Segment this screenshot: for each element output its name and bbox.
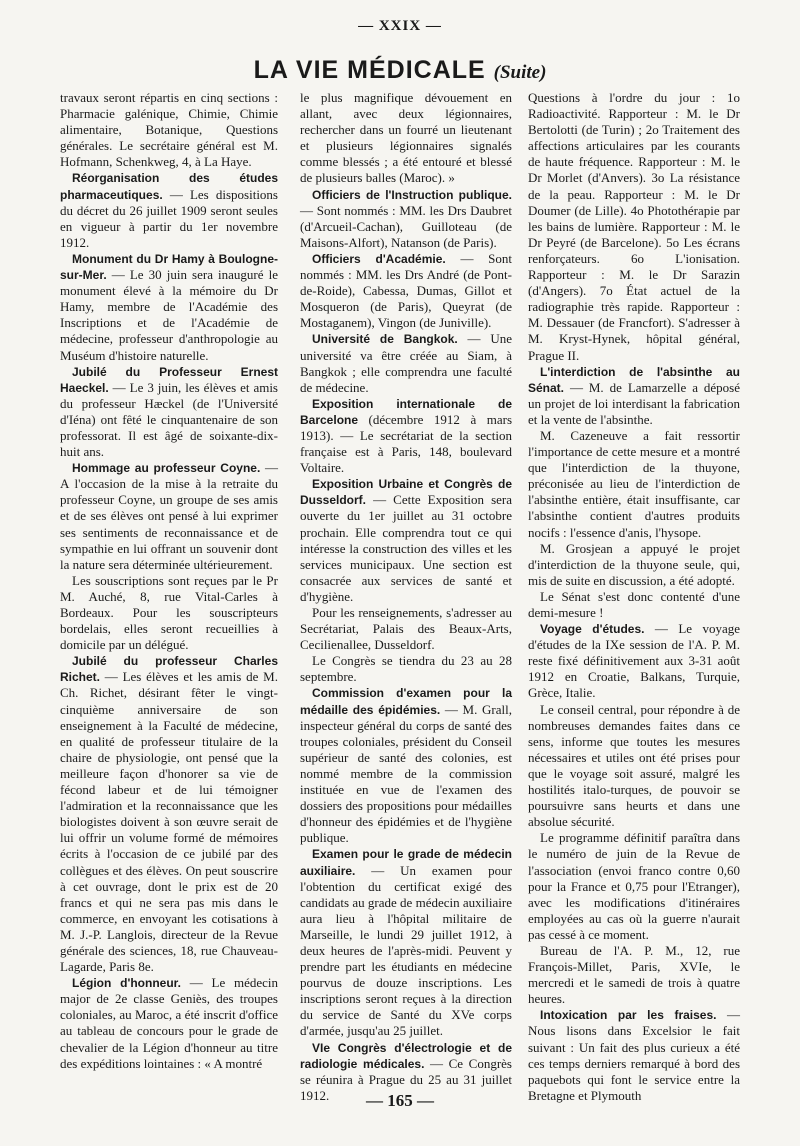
article-paragraph [528, 428, 740, 541]
article-text: — Sont nommés : MM. les Drs André (de Pont-de-Roide), Cabessa, Dumas, Gillot et Mosqueron (de Paris), Queyrat (de Mostaganem), Vingon (de Juniville). [300, 250, 513, 331]
article-paragraph [60, 251, 278, 364]
article-text: — M. de Lamarzelle a déposé un projet de loi interdisant la fabrication et la vente de l'absinthe. [528, 379, 740, 427]
article-text: Le Sénat s'est donc contenté d'une demi-mesure ! [528, 588, 740, 620]
title-suite: (Suite) [493, 62, 547, 83]
article-paragraph [528, 364, 740, 428]
article-paragraph [60, 573, 278, 653]
article-text: — A l'occasion de la mise à la retraite du professeur Coyne, un groupe de ses amis et de ses élèves ont pensé à lui exprimer ses sentiments de reconnaissance et de sympathie en lui offrant un souvenir dont la nature sera déterminée ultérieurement. [60, 460, 278, 572]
article-heading: Jubilé du Professeur Ernest Haeckel. [60, 364, 278, 395]
article-paragraph [300, 331, 512, 395]
article-text: travaux seront répartis en cinq sections : Pharmacie galénique, Chimie, Chimie alimentaire, Botanique, Questions générales. Le secrétaire général est M. Hofmann, Schenkweg, 4, à La Haye. [60, 90, 278, 170]
article-text: le plus magnifique dévouement en allant, avec deux légionnaires, rechercher dans un fourré un lieutenant et plusieurs légionnaires signalés comme blessés ; a été entouré et blessé de plusieurs balles (Maroc). » [300, 90, 512, 186]
article-heading: Monument du Dr Hamy à Boulogne-sur-Mer. [60, 251, 278, 283]
article-text: — Les dispositions du décret du 26 juillet 1909 seront seules en vigueur à partir du 1er novembre 1912. [60, 186, 278, 250]
article-paragraph [60, 364, 278, 461]
article-paragraph [528, 621, 740, 701]
article-text: — Cette Exposition sera ouverte du 1er juillet au 31 octobre prochain. Elle comprendra tout ce qui intéresse la construction des villes et les services municipaux. Une section est consacrée aux services de santé et d'hygiène. [300, 492, 512, 604]
article-text: Les souscriptions sont reçues par le Pr M. Auché, 8, rue Vital-Carles à Bordeaux. Pour les souscripteurs bordelais, elles seront recueillies à domicile par un délégué. [60, 572, 278, 653]
article-text: Bureau de l'A. P. M., 12, rue François-Millet, Paris, XVIe, le mercredi et le samedi de trois à quatre heures. [528, 942, 740, 1007]
page-number: — 165 — [366, 1091, 434, 1110]
article-paragraph [300, 476, 512, 605]
article-text: M. Cazeneuve a fait ressortir l'importance de cette mesure et a montré que l'interdiction de la thuyone, préconisée au lieu de l'interdiction de l'absinthe entière, était insuffisante, car l'absinthe contient d'autres produits nocifs : l'essence d'anis, l'hysope. [528, 427, 740, 540]
article-paragraph [528, 702, 740, 831]
article-text: — Nous lisons dans Excelsior le fait suivant : Un fait des plus curieux a été ces temps derniers remarqué à bord des paquebots qui font le service entre la Bretagne et Plymouth [528, 1007, 740, 1103]
article-text: M. Grosjean a appuyé le projet d'interdiction de la thuyone seule, qui, mis de suite en discussion, a été adopté. [528, 540, 740, 588]
article-text: — Une université va être créée au Siam, à Bangkok ; elle comprendra une faculté de médecine. [300, 331, 512, 395]
article-heading: Exposition internationale de Barcelone [300, 396, 512, 427]
article-paragraph [300, 653, 512, 685]
article-paragraph [528, 589, 740, 621]
article-text: — Les élèves et les amis de M. Ch. Richet, désirant fêter le vingt-cinquième anniversaire de son enseignement à la Faculté de médecine, en qualité de professeur titulaire de la chaire de physiologie, ont pensé que la meilleure façon d'honorer sa vie de fécond labeur et de lui témoigner l'admiration et la reconnaissance que les biologistes doivent à son œuvre serait de lui offrir un volume formé de mémoires écrits à l'occasion de ce jubilé par des collègues et des élèves. On peut souscrire à cet ouvrage, dont le prix est de 20 francs et qui ne sera pas mis dans le commerce, en envoyant les cotisations à M. J.-P. Langlois, directeur de la Revue générale des sciences, 18, rue Chauveau-Lagarde, Paris 8e. [60, 669, 278, 975]
article-heading: Officiers de l'Instruction publique. [312, 187, 512, 202]
article-heading: Légion d'honneur. [72, 976, 182, 991]
article-heading: Jubilé du professeur Charles Richet. [60, 654, 278, 685]
article-paragraph [60, 170, 278, 250]
article-text: Le Congrès se tiendra du 23 au 28 septembre. [300, 653, 512, 685]
article-paragraph [60, 653, 278, 975]
article-paragraph [300, 90, 512, 187]
article-text: — Un examen pour l'obtention du certificat exigé des candidats au grade de médecin auxiliaire aura lieu à l'hôpital militaire de Marseille, le lundi 29 juillet 1912, à deux heures de l'après-midi. Peuvent y prendre part les étudiants en médecine pourvus de douze inscriptions. Les inscriptions seront reçues à la direction du service de Santé du XVe corps d'armée, jusqu'au 25 juillet. [300, 862, 512, 1039]
article-heading: Officiers d'Académie. [312, 251, 446, 266]
column-right [528, 90, 740, 1103]
article-paragraph [528, 90, 740, 364]
article-paragraph [300, 187, 512, 251]
article-paragraph [528, 1007, 740, 1104]
article-text: Pour les renseignements, s'adresser au Secrétariat, Palais des Beaux-Arts, Cecilienallee, Dusseldorf. [300, 605, 512, 653]
article-heading: L'interdiction de l'absinthe au Sénat. [528, 364, 740, 395]
page-roman-numeral: — XXIX — [358, 18, 442, 34]
article-paragraph [300, 846, 512, 1039]
article-text: — Le médecin major de 2e classe Geniès, des troupes coloniales, au Maroc, a été inscrit d'office au tableau de concours pour le grade de chevalier de la Légion d'honneur au titre des expéditions lointaines : « A montré [60, 975, 278, 1071]
article-text: — Le 30 juin sera inauguré le monument élevé à la mémoire du Dr Hamy, membre de l'Académie des Inscriptions et de l'Académie de médecine, professeur d'anthropologie au Muséum d'histoire naturelle. [60, 267, 278, 363]
article-heading: Examen pour le grade de médecin auxiliaire. [300, 847, 512, 878]
article-paragraph [300, 251, 512, 331]
article-paragraph [300, 396, 512, 476]
running-title [0, 56, 800, 85]
article-heading: Réorganisation des études pharmaceutiques. [60, 171, 278, 202]
article-paragraph [528, 541, 740, 589]
article-paragraph [60, 90, 278, 170]
article-text: Le programme définitif paraîtra dans le numéro de juin de la Revue de l'association (envoi franco contre 0,60 pour la France et 0,75 pour l'Etranger), avec les modifications d'itinéraires employées au cas où la guerre n'aurait pas cessé à ce moment. [528, 830, 740, 942]
article-heading: Hommage au professeur Coyne. [72, 461, 261, 476]
article-text: — Ce Congrès se réunira à Prague du 25 au 31 juillet 1912. [300, 1055, 512, 1103]
article-heading: VIe Congrès d'électrologie et de radiologie médicales. [300, 1040, 512, 1071]
article-paragraph [60, 460, 278, 573]
article-text: — M. Grall, inspecteur général du corps de santé des troupes coloniales, président du Conseil supérieur de santé des colonies, est nommé membre de la commission instituée en vue de l'examen des dossiers des propositions pour médailles d'honneur des épidémies et de l'hygiène publique. [300, 701, 512, 846]
article-heading: Université de Bangkok. [312, 332, 458, 347]
article-text: — Sont nommés : MM. les Drs Daubret (d'Arcueil-Cachan), Guilloteau (de Maisons-Alfort), Natanson (de Paris). [300, 202, 512, 250]
article-heading: Intoxication par les fraises. [540, 1008, 717, 1023]
article-text: Le conseil central, pour répondre à de nombreuses demandes faites dans ce sens, informe que toutes les mesures nécessaires et utiles ont été prises pour que le voyage soit assuré, malgré les hostilités italo-turques, de pouvoir se poursuivre sans heurts et dans une absolue sécurité. [528, 701, 740, 830]
column-left [60, 90, 278, 1090]
article-heading: Commission d'examen pour la médaille des épidémies. [300, 686, 512, 717]
article-heading: Voyage d'études. [540, 622, 645, 637]
article-paragraph [60, 975, 278, 1072]
article-text: — Le 3 juin, les élèves et amis du professeur Hæckel (de l'Université d'Iéna) ont fêté le cinquantenaire de son professorat. Il est âgé de soixante-dix-huit ans. [60, 379, 278, 460]
article-heading: Exposition Urbaine et Congrès de Dusseldorf. [300, 477, 512, 508]
article-text: — Le voyage d'études de la IXe session de l'A. P. M. reste fixé définitivement aux 3-31 août 1912 en Croatie, Balkans, Turquie, Grèce, Italie. [528, 621, 740, 701]
journal-title: LA VIE MÉDICALE [253, 56, 486, 84]
article-paragraph [528, 943, 740, 1007]
article-paragraph [300, 685, 512, 846]
article-text: (décembre 1912 à mars 1913). — Le secrétariat de la section française est à Paris, 148, boulevard Voltaire. [300, 411, 512, 476]
article-paragraph [300, 605, 512, 653]
article-text: Questions à l'ordre du jour : 1o Radioactivité. Rapporteur : M. le Dr Bertolotti (de Turin) ; 2o Traitement des affections articulaires par les courants de haute fréquence. Rapporteur : M. le Dr Morlet (d'Anvers). 3o La résistance de la peau. Rapporteur : M. le Dr Doumer (de Lille). 4o Photothérapie par les bains de lumière. Rapporteur : M. le Dr Peyré (de Barcelone). 5o Les écrans renforçateurs. 6o L'ionisation. Rapporteur : M. le Dr Sarazin (d'Angers). 7o État actuel de la radiographie très rapide. Rapporteur : M. Dessauer (de Francfort). S'adresser à M. Kryst-Hynek, hôpital général, Prague II. [528, 90, 740, 363]
article-paragraph [528, 830, 740, 943]
